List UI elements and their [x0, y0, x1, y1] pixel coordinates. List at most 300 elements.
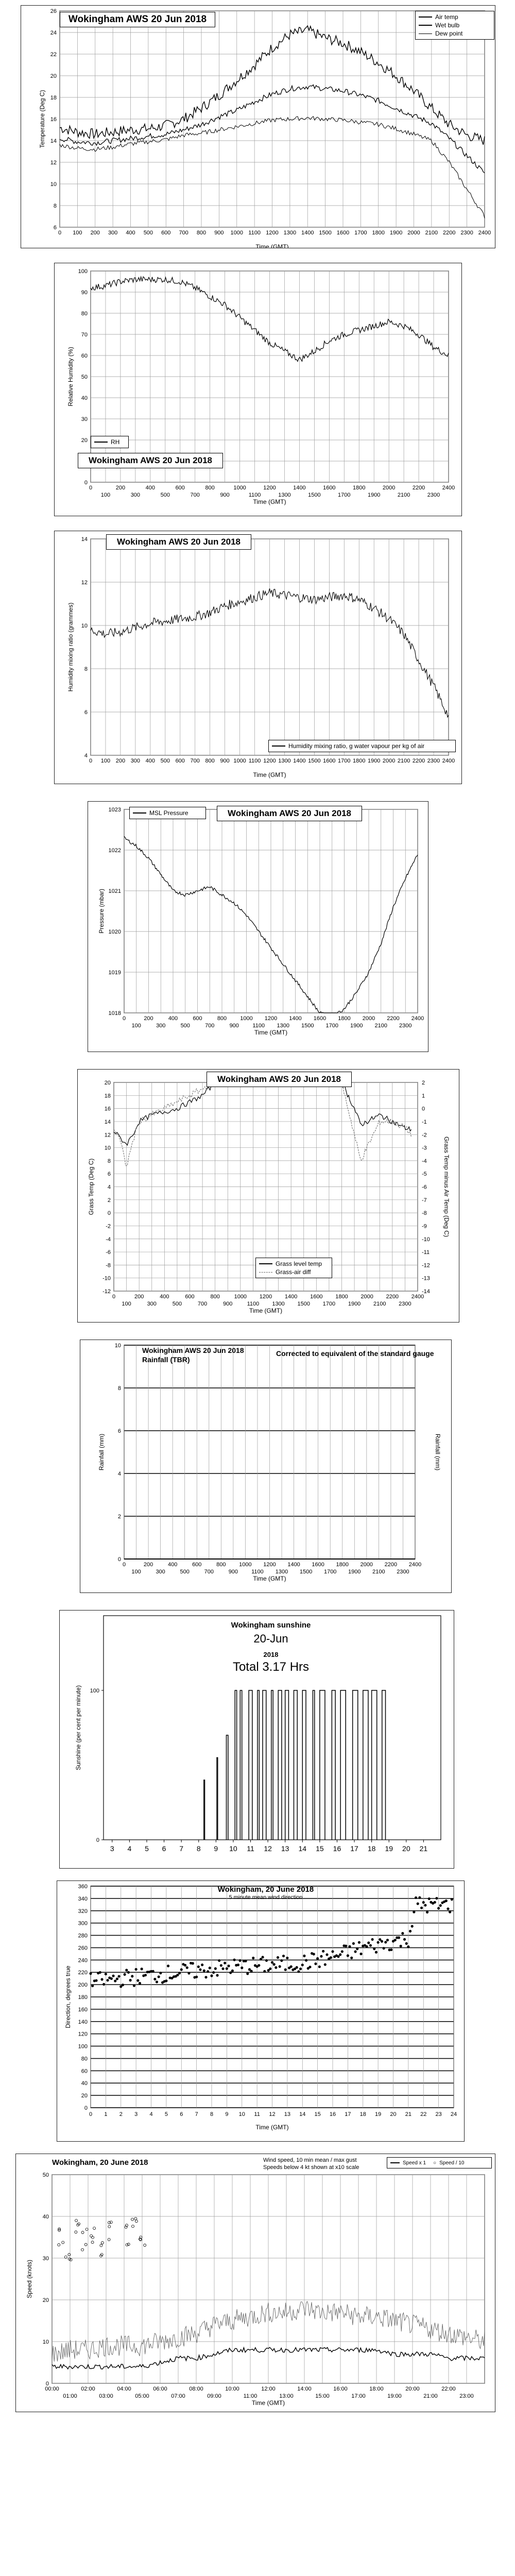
sun-xtick-label: 11 [247, 1844, 254, 1853]
grass-y2axis-label: Grass Temp minus Air Temp (Deg C) [443, 1137, 450, 1237]
wdir-point [269, 1968, 271, 1970]
press-ytick-label: 1023 [108, 807, 121, 813]
wdir-point [144, 1974, 147, 1976]
wspd-xtick-label: 15:00 [315, 2393, 330, 2399]
humidity-chart-panel [54, 263, 462, 516]
sun-xtick-label: 6 [162, 1844, 166, 1853]
wdir-point [122, 1984, 124, 1986]
wdir-xtick-label: 6 [180, 2111, 183, 2117]
wdir-ytick-label: 260 [78, 1945, 88, 1952]
wdir-point [359, 1953, 362, 1955]
wdir-xtick-label: 19 [375, 2111, 382, 2117]
grass-xtick-label: 2100 [373, 1301, 386, 1307]
rain-xtick-label: 400 [167, 1562, 178, 1568]
grass-ytick-label: 14 [104, 1118, 111, 1125]
mix-xtick-label: 300 [130, 758, 141, 764]
legend-mixing-ratio: Humidity mixing ratio, g water vapour per kg of air [288, 742, 425, 750]
wdir-point [135, 1968, 138, 1971]
sun-xtick-label: 13 [281, 1844, 289, 1853]
wdir-point [186, 1967, 188, 1969]
wdir-point [320, 1955, 322, 1958]
sun-xtick-label: 3 [110, 1844, 114, 1853]
wdir-point [95, 1979, 97, 1982]
wspd-xtick-label: 22:00 [441, 2386, 456, 2392]
wdir-point [290, 1965, 293, 1968]
mix-ytick-label: 14 [81, 536, 88, 543]
wdir-ytick-label: 100 [78, 2043, 88, 2050]
wdir-xtick-label: 16 [329, 2111, 336, 2117]
sun-ytick-label: 0 [96, 1837, 99, 1843]
wdir-point [159, 1972, 162, 1974]
wdir-point [241, 1967, 243, 1969]
mix-xtick-label: 2200 [412, 758, 425, 764]
grass-ytick-label: 12 [104, 1132, 111, 1139]
temp-xtick-label: 1000 [230, 230, 243, 236]
wspd-xtick-label: 20:00 [405, 2386, 420, 2392]
wdir-point [377, 1941, 380, 1944]
sun-xtick-label: 12 [264, 1844, 272, 1853]
wdir-point [445, 1900, 448, 1902]
wdir-point [141, 1968, 143, 1970]
mix-xtick-label: 1100 [248, 758, 261, 764]
wdir-point [411, 1925, 414, 1927]
wdir-point [229, 1971, 232, 1974]
press-xtick-label: 400 [168, 1015, 178, 1022]
wdir-point [434, 1901, 436, 1904]
rh-ytick-label: 100 [78, 268, 88, 275]
rain-xaxis-label: Time (GMT) [253, 1575, 286, 1582]
legend-speed-div10: Speed / 10 [439, 2160, 465, 2166]
grass-y2tick-label: 0 [422, 1106, 425, 1112]
rh-xtick-label: 1700 [338, 492, 351, 498]
wdir-point [373, 1947, 375, 1950]
rain-xtick-label: 2300 [397, 1569, 409, 1575]
rain-xtick-label: 200 [143, 1562, 153, 1568]
temp-ytick-label: 8 [53, 203, 57, 209]
rain-ytick-label: 2 [117, 1514, 121, 1520]
rh-xtick-label: 2100 [397, 492, 410, 498]
wdir-point [409, 1930, 411, 1933]
wdir-point [367, 1941, 370, 1944]
grass-xtick-label: 1500 [297, 1301, 310, 1307]
wdir-point [345, 1944, 347, 1947]
grass-xtick-label: 1900 [348, 1301, 361, 1307]
wdir-point [99, 1971, 101, 1974]
wdir-point [117, 1975, 120, 1977]
grass-xtick-label: 400 [160, 1294, 169, 1300]
wdir-point [125, 1969, 128, 1971]
wdir-xtick-label: 4 [149, 2111, 153, 2117]
wind-direction-chart-panel [57, 1880, 465, 2142]
grass-xtick-label: 900 [223, 1301, 233, 1307]
wind-speed-note-1: Wind speed, 10 min mean / max gust [263, 2157, 357, 2163]
grass-xtick-label: 2200 [386, 1294, 399, 1300]
sun-xtick-label: 18 [367, 1844, 376, 1853]
rh-ytick-label: 30 [81, 416, 88, 422]
wdir-point [156, 1980, 158, 1983]
mix-xtick-label: 1300 [278, 758, 291, 764]
wind-speed-chart-panel [15, 2154, 495, 2412]
rh-xtick-label: 1200 [263, 485, 276, 491]
rh-ytick-label: 70 [81, 332, 88, 338]
press-xtick-label: 1900 [350, 1023, 363, 1029]
wdir-point [153, 1978, 156, 1980]
pressure-chart-title: Wokingham AWS 20 Jun 2018 [217, 806, 362, 821]
grass-temp-legend [255, 1258, 332, 1278]
wspd-xtick-label: 19:00 [387, 2393, 402, 2399]
rh-xtick-label: 1400 [293, 485, 306, 491]
mix-yaxis-label: Humidity mixing ratio (grammes) [67, 602, 74, 692]
press-ytick-label: 1019 [108, 970, 121, 976]
wdir-xtick-label: 7 [195, 2111, 198, 2117]
wdir-point [197, 1965, 200, 1968]
wspd-xtick-label: 21:00 [423, 2393, 438, 2399]
wdir-point [131, 1975, 133, 1977]
grass-y2tick-label: -9 [422, 1223, 427, 1230]
wdir-point [210, 1974, 213, 1977]
grass-y2tick-label: -12 [422, 1262, 430, 1269]
grass-xtick-label: 300 [147, 1301, 157, 1307]
grass-xtick-label: 100 [122, 1301, 131, 1307]
mix-xtick-label: 2400 [442, 758, 455, 764]
wdir-point [371, 1938, 374, 1941]
wdir-point [244, 1960, 247, 1962]
pressure-chart-panel [88, 801, 428, 1052]
wdir-yaxis-label: Direction, degrees true [64, 1965, 72, 2028]
press-xtick-label: 1100 [252, 1023, 265, 1029]
wdir-ytick-label: 240 [78, 1957, 88, 1964]
wspd-ytick-label: 20 [42, 2297, 49, 2303]
wdir-point [216, 1974, 218, 1977]
sunshine-chart [60, 1611, 454, 1868]
wdir-point [133, 1985, 135, 1987]
press-ytick-label: 1018 [108, 1010, 121, 1016]
grass-ytick-label: -10 [102, 1275, 111, 1282]
wdir-xtick-label: 11 [254, 2111, 260, 2117]
wdir-point [316, 1957, 319, 1960]
grass-xtick-label: 600 [185, 1294, 195, 1300]
wdir-point [356, 1947, 358, 1950]
wdir-point [390, 1948, 392, 1951]
rain-xtick-label: 2200 [384, 1562, 398, 1568]
wdir-point [116, 1977, 118, 1980]
wdir-point [305, 1959, 307, 1961]
wdir-point [449, 1911, 451, 1913]
wdir-point [231, 1970, 234, 1972]
wdir-ytick-label: 80 [81, 2056, 88, 2062]
grass-y2tick-label: -2 [422, 1132, 427, 1139]
wspd-xtick-label: 00:00 [45, 2386, 59, 2392]
temp-xtick-label: 100 [73, 230, 82, 236]
wspd-xtick-label: 02:00 [81, 2386, 95, 2392]
press-yaxis-label: Pressure (mbar) [98, 889, 105, 934]
mix-xtick-label: 600 [175, 758, 185, 764]
wdir-xtick-label: 2 [119, 2111, 123, 2117]
wdir-point [192, 1962, 194, 1964]
wdir-point [337, 1955, 339, 1958]
wspd-xtick-label: 13:00 [279, 2393, 294, 2399]
wdir-point [91, 1985, 94, 1987]
rh-ytick-label: 90 [81, 290, 88, 296]
wdir-point [226, 1967, 228, 1970]
wdir-point [331, 1950, 334, 1953]
rh-xtick-label: 400 [145, 485, 156, 491]
wdir-xtick-label: 12 [269, 2111, 276, 2117]
wdir-point [352, 1942, 355, 1945]
grass-y2tick-label: -4 [422, 1158, 427, 1164]
wdir-point [384, 1941, 387, 1943]
wdir-point [435, 1897, 438, 1900]
grass-ytick-label: 18 [104, 1093, 111, 1099]
wind-direction-chart-subtitle: 5 minute mean wind direction [229, 1894, 303, 1901]
press-xaxis-label: Time (GMT) [254, 1029, 288, 1036]
wdir-point [418, 1896, 421, 1899]
humidity-legend [91, 436, 129, 448]
wdir-point [110, 1977, 113, 1980]
wdir-point [233, 1958, 235, 1961]
wdir-point [214, 1967, 217, 1970]
wdir-ytick-label: 20 [81, 2093, 88, 2099]
sunshine-chart-panel [59, 1610, 454, 1869]
wdir-point [271, 1961, 273, 1963]
temp-xtick-label: 2400 [478, 230, 491, 236]
wdir-point [199, 1968, 201, 1971]
sun-xtick-label: 15 [316, 1844, 324, 1853]
rain-xtick-label: 900 [228, 1569, 238, 1575]
grass-temp-chart-title: Wokingham AWS 20 Jun 2018 [207, 1072, 352, 1087]
rh-xtick-label: 300 [130, 492, 141, 498]
grass-ytick-label: -8 [106, 1262, 111, 1269]
wdir-point [381, 1940, 383, 1943]
sun-xtick-label: 7 [179, 1844, 184, 1853]
wdir-point [224, 1962, 226, 1964]
rain-xtick-label: 100 [131, 1569, 141, 1575]
temp-ytick-label: 6 [53, 225, 57, 231]
rain-xtick-label: 1300 [275, 1569, 288, 1575]
wspd-xtick-label: 23:00 [459, 2393, 474, 2399]
rain-yaxis-label: Rainfall (mm) [98, 1433, 105, 1471]
press-xtick-label: 600 [193, 1015, 202, 1022]
rain-xtick-label: 2100 [372, 1569, 385, 1575]
wspd-xtick-label: 14:00 [297, 2386, 312, 2392]
wspd-xtick-label: 06:00 [153, 2386, 167, 2392]
wdir-point [180, 1968, 183, 1971]
wspd-ytick-label: 0 [45, 2381, 49, 2387]
wdir-point [238, 1959, 241, 1962]
rain-xtick-label: 1400 [287, 1562, 300, 1568]
wdir-point [277, 1956, 279, 1959]
temp-ytick-label: 26 [50, 8, 57, 14]
grass-xtick-label: 500 [172, 1301, 182, 1307]
wdir-xaxis-label: Time (GMT) [255, 2124, 289, 2131]
wdir-point [212, 1971, 215, 1974]
humidity-chart-title: Wokingham AWS 20 Jun 2018 [78, 453, 223, 468]
press-xtick-label: 2100 [374, 1023, 387, 1029]
wdir-point [282, 1955, 285, 1957]
wdir-point [237, 1963, 239, 1966]
rh-xtick-label: 200 [115, 485, 126, 491]
wdir-point [394, 1939, 397, 1941]
rain-xtick-label: 1900 [348, 1569, 361, 1575]
wdir-point [263, 1970, 266, 1973]
grass-ytick-label: -2 [106, 1223, 111, 1230]
temp-xtick-label: 1900 [389, 230, 403, 236]
rh-xtick-label: 600 [175, 485, 185, 491]
wdir-point [375, 1951, 377, 1954]
grass-xaxis-label: Time (GMT) [249, 1307, 283, 1314]
wdir-point [365, 1945, 368, 1948]
rain-xtick-label: 1800 [336, 1562, 349, 1568]
mix-xtick-label: 1000 [233, 758, 246, 764]
mix-xtick-label: 500 [160, 758, 170, 764]
rain-xtick-label: 600 [192, 1562, 202, 1568]
wdir-point [451, 1898, 453, 1901]
wspd-xtick-label: 01:00 [63, 2393, 77, 2399]
mix-xtick-label: 100 [100, 758, 111, 764]
rh-xtick-label: 1500 [308, 492, 321, 498]
wind-speed-chart-title: Wokingham, 20 June 2018 [52, 2158, 148, 2167]
rainfall-chart-panel [80, 1340, 452, 1593]
grass-y2tick-label: -11 [422, 1249, 430, 1256]
mix-xtick-label: 2300 [427, 758, 440, 764]
legend-rh: RH [111, 438, 120, 446]
press-xtick-label: 1800 [338, 1015, 351, 1022]
rain-xtick-label: 2400 [408, 1562, 422, 1568]
wdir-point [415, 1896, 417, 1899]
sun-plot-area [104, 1616, 441, 1840]
rh-xtick-label: 1300 [278, 492, 291, 498]
legend-msl-pressure: MSL Pressure [149, 809, 188, 817]
rh-xtick-label: 2300 [427, 492, 440, 498]
wdir-ytick-label: 0 [84, 2105, 88, 2111]
wind-direction-chart-title: Wokingham, 20 June 2018 [217, 1885, 314, 1894]
rh-xtick-label: 1600 [323, 485, 336, 491]
grass-y2tick-label: -5 [422, 1171, 427, 1178]
wdir-point [112, 1975, 114, 1977]
wdir-point [386, 1939, 389, 1941]
press-ytick-label: 1022 [108, 848, 121, 854]
rh-ytick-label: 0 [84, 480, 88, 486]
wdir-ytick-label: 220 [78, 1970, 88, 1976]
wdir-point [286, 1957, 288, 1959]
wdir-point [167, 1964, 169, 1967]
mix-xtick-label: 1200 [263, 758, 276, 764]
temp-xtick-label: 2000 [407, 230, 420, 236]
wspd-xtick-label: 05:00 [135, 2393, 149, 2399]
wdir-point [348, 1945, 351, 1948]
grass-xtick-label: 700 [197, 1301, 208, 1307]
legend-dew-point: Dew point [435, 30, 463, 37]
wdir-point [187, 1972, 190, 1974]
rain-xtick-label: 300 [156, 1569, 165, 1575]
wdir-point [136, 1979, 139, 1982]
mix-ytick-label: 4 [84, 753, 88, 759]
wdir-ytick-label: 40 [81, 2080, 88, 2087]
grass-xtick-label: 200 [134, 1294, 144, 1300]
wdir-xtick-label: 13 [284, 2111, 290, 2117]
wdir-point [158, 1975, 160, 1978]
wdir-point [297, 1970, 300, 1973]
temp-xtick-label: 1100 [248, 230, 261, 236]
temp-xtick-label: 500 [143, 230, 153, 236]
rain-y2axis-label: Rainfall (mm) [434, 1433, 441, 1471]
grass-y2tick-label: -1 [422, 1118, 427, 1125]
wdir-point [369, 1944, 372, 1946]
rh-xtick-label: 800 [205, 485, 215, 491]
grass-ytick-label: 2 [107, 1197, 111, 1204]
temp-xtick-label: 600 [161, 230, 171, 236]
rh-xtick-label: 100 [100, 492, 111, 498]
pressure-legend [129, 807, 206, 819]
legend-speed-x1: Speed x 1 [403, 2160, 426, 2166]
grass-ytick-label: -6 [106, 1249, 111, 1256]
wdir-ytick-label: 300 [78, 1920, 88, 1927]
wdir-point [413, 1911, 415, 1913]
wdir-point [322, 1950, 324, 1953]
grass-ytick-label: 4 [107, 1184, 111, 1191]
wdir-ytick-label: 120 [78, 2031, 88, 2038]
grass-xtick-label: 1000 [234, 1294, 247, 1300]
mix-xtick-label: 700 [190, 758, 200, 764]
grass-ytick-label: 8 [107, 1158, 111, 1164]
rh-ytick-label: 60 [81, 353, 88, 359]
temp-xtick-label: 1800 [372, 230, 385, 236]
wdir-point [165, 1979, 167, 1982]
rainfall-chart-note: Corrected to equivalent of the standard gauge [276, 1349, 434, 1358]
grass-ytick-label: 10 [104, 1145, 111, 1151]
grass-xtick-label: 1400 [284, 1294, 298, 1300]
wdir-point [204, 1976, 207, 1978]
rain-xtick-label: 1000 [239, 1562, 252, 1568]
grass-xtick-label: 1700 [322, 1301, 336, 1307]
wdir-point [203, 1969, 205, 1972]
press-xtick-label: 2000 [362, 1015, 375, 1022]
wdir-point [262, 1956, 264, 1958]
wdir-point [400, 1945, 402, 1947]
wdir-point [252, 1957, 254, 1959]
rh-xtick-label: 1800 [353, 485, 366, 491]
wdir-xtick-label: 9 [225, 2111, 229, 2117]
sun-yaxis-label: Sunshine (per cent per minute) [75, 1685, 82, 1770]
grass-ytick-label: 0 [107, 1210, 111, 1217]
wdir-xtick-label: 17 [345, 2111, 351, 2117]
wind-speed-note-2: Speeds below 4 kt shown at x10 scale [263, 2164, 359, 2171]
wdir-xtick-label: 14 [299, 2111, 306, 2117]
rh-xtick-label: 2000 [382, 485, 396, 491]
rainfall-chart-title: Wokingham AWS 20 Jun 2018 [142, 1346, 244, 1354]
wdir-point [299, 1968, 302, 1970]
temp-xtick-label: 1500 [319, 230, 332, 236]
wdir-point [127, 1971, 130, 1974]
sunshine-chart-title: Wokingham sunshine [231, 1621, 311, 1630]
wind-speed-legend: Speed x 1 ○ Speed / 10 [387, 2157, 492, 2168]
mixing-ratio-legend [268, 740, 456, 752]
rain-xtick-label: 1500 [299, 1569, 313, 1575]
mix-xtick-label: 1500 [308, 758, 321, 764]
rh-xtick-label: 0 [89, 485, 93, 491]
temp-xtick-label: 700 [179, 230, 188, 236]
grass-xtick-label: 1800 [335, 1294, 348, 1300]
press-xtick-label: 1300 [277, 1023, 289, 1029]
sunshine-year: 2018 [263, 1651, 279, 1658]
wdir-ytick-label: 60 [81, 2068, 88, 2075]
wspd-xtick-label: 09:00 [207, 2393, 221, 2399]
wdir-point [426, 1911, 428, 1913]
wdir-point [274, 1966, 277, 1969]
wdir-point [105, 1973, 107, 1975]
wdir-xtick-label: 22 [420, 2111, 427, 2117]
wdir-xtick-label: 15 [314, 2111, 321, 2117]
